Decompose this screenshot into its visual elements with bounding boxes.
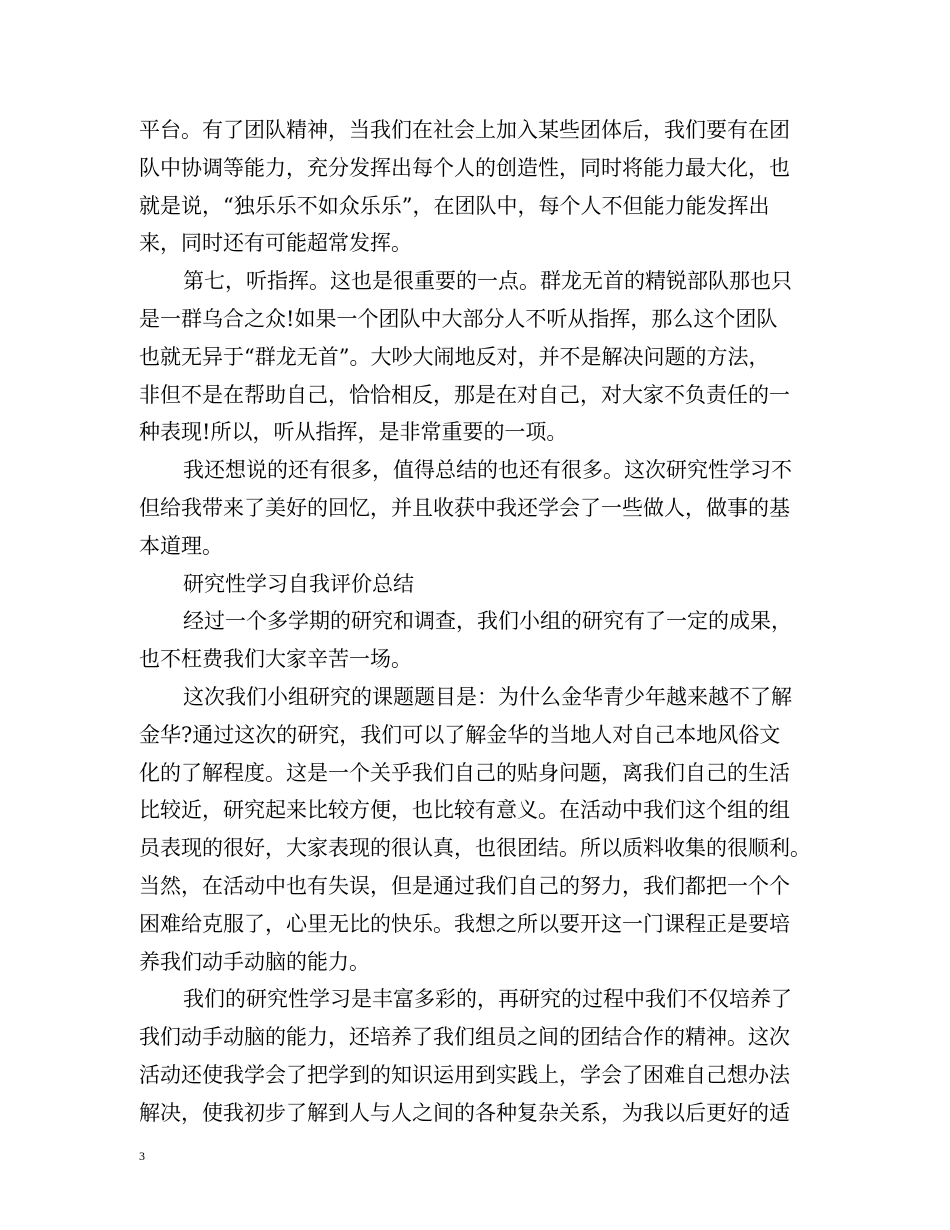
- text-line: 我还想说的还有很多，值得总结的也还有很多。这次研究性学习不: [183, 458, 792, 483]
- text-line: 员表现的很好，大家表现的很认真，也很团结。所以质料收集的很顺利。: [139, 836, 811, 861]
- text-line: 这次我们小组研究的课题题目是：为什么金华青少年越来越不了解: [183, 684, 792, 709]
- text-line: 困难给克服了，心里无比的快乐。我想之所以要开这一门课程正是要培: [139, 911, 790, 936]
- text-line: 但给我带来了美好的回忆，并且收获中我还学会了一些做人，做事的基: [139, 495, 790, 520]
- text-line: 当然，在活动中也有失误，但是通过我们自己的努力，我们都把一个个: [139, 873, 790, 898]
- text-line: 第七，听指挥。这也是很重要的一点。群龙无首的精锐部队那也只: [183, 269, 792, 294]
- text-line: 本道理。: [139, 533, 223, 558]
- page-number: 3: [139, 1149, 145, 1163]
- text-line: 我们动手动脑的能力，还培养了我们组员之间的团结合作的精神。这次: [139, 1025, 790, 1050]
- text-line: 养我们动手动脑的能力。: [139, 949, 370, 974]
- text-line: 来，同时还有可能超常发挥。: [139, 231, 412, 256]
- text-line: 就是说，“独乐乐不如众乐乐”，在团队中，每个人不但能力能发挥出: [139, 193, 770, 218]
- text-line: 是一群乌合之众!如果一个团队中大部分人不听从指挥，那么这个团队: [139, 306, 778, 331]
- text-line: 平台。有了团队精神，当我们在社会上加入某些团体后，我们要有在团: [139, 118, 790, 142]
- text-line: 化的了解程度。这是一个关乎我们自己的贴身问题，离我们自己的生活: [139, 760, 790, 785]
- text-line: 研究性学习自我评价总结: [183, 571, 414, 596]
- text-line: 活动还使我学会了把学到的知识运用到实践上，学会了困难自己想办法: [139, 1062, 790, 1087]
- text-line: 非但不是在帮助自己，恰恰相反，那是在对自己，对大家不负责任的一: [139, 382, 790, 407]
- text-line: 我们的研究性学习是丰富多彩的，再研究的过程中我们不仅培养了: [183, 987, 792, 1012]
- text-line: 解决，使我初步了解到人与人之间的各种复杂关系，为我以后更好的适: [139, 1100, 790, 1125]
- text-line: 金华?通过这次的研究，我们可以了解金华的当地人对自己本地风俗文: [139, 722, 781, 747]
- text-line: 也不枉费我们大家辛苦一场。: [139, 647, 412, 672]
- text-line: 经过一个多学期的研究和调查，我们小组的研究有了一定的成果，: [183, 609, 792, 634]
- text-line: 也就无异于“群龙无首”。大吵大闹地反对，并不是解决问题的方法，: [139, 344, 770, 369]
- text-line: 种表现!所以，听从指挥，是非常重要的一项。: [139, 420, 568, 445]
- text-line: 比较近，研究起来比较方便，也比较有意义。在活动中我们这个组的组: [139, 798, 790, 823]
- body-text: [139, 112, 839, 1133]
- text-line: 队中协调等能力，充分发挥出每个人的创造性，同时将能力最大化，也: [139, 155, 790, 180]
